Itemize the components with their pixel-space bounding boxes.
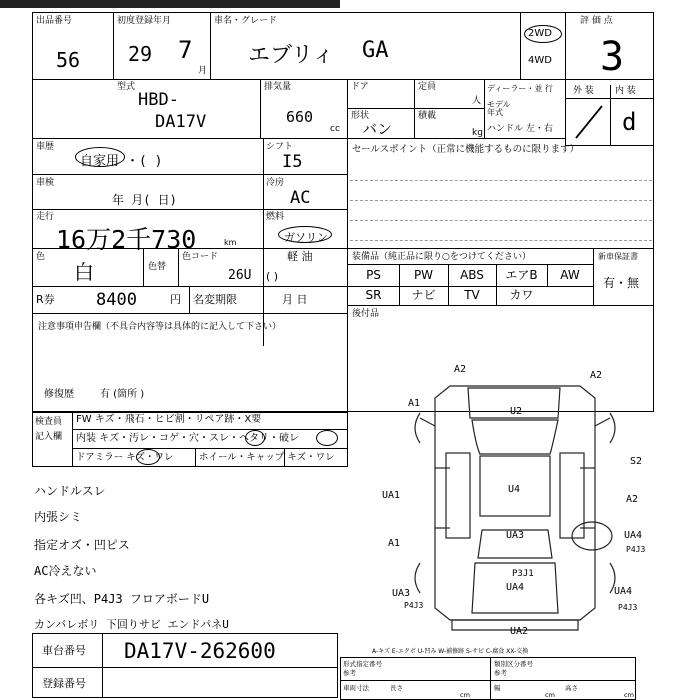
sales-label: セールスポイント（正常に機能するものに限ります） [352,144,580,155]
ac-label: 冷房 [266,178,285,188]
wheel-line: ホイール・キャップ キズ・ワレ [199,452,335,463]
damage-mark: A2 [590,370,603,381]
form-reg-label: 形式指定番号 [343,660,382,668]
color-code-value: 26U [228,268,252,283]
model-label: 車名・グレード [214,16,278,26]
mileage-unit: km [224,238,237,247]
shift-value: I5 [282,152,303,172]
repair-value: 有 (箇所 ) [100,389,145,400]
name-change-label: 名変期限 [193,293,237,306]
damage-mark: UA1 [382,490,401,501]
equip-cell: ABS [460,268,484,282]
damage-mark: UA3 [392,588,411,599]
door-mirror-mark [136,449,160,465]
damage-mark: A1 [388,538,401,549]
color-code-label: 色コード [182,252,219,262]
car-damage-diagram [380,358,670,648]
note-line: ハンドルスレ [34,484,106,498]
mileage-label: 走行 [36,212,55,222]
handle-label: ハンドル 左・右 [487,124,553,134]
light-oil-paren: ( ) [266,270,279,283]
door-label: ドア [351,82,369,92]
recycle-value: 8400 [96,290,137,310]
equip-cell: エアB [505,268,538,282]
equip-cell: TV [464,288,480,302]
damage-mark: UA4 [624,530,643,541]
grade-name: GA [362,38,389,63]
lot-number: 56 [56,48,81,72]
damage-code-legend: A-キズ E-エクボ U-凹み W-補修跡 S-サビ C-腐食 XX-交換 [372,648,529,655]
equip-cell: PW [413,268,434,282]
recycle-label: R券 [36,293,55,306]
cm-unit: cm [624,691,634,699]
damage-mark: UA2 [510,626,529,637]
grade-value: 3 [600,34,625,80]
ext-label: 外 装 [573,86,594,96]
damage-mark: U2 [510,406,523,417]
color-value: 白 [74,260,94,284]
type-line2: DA17V [155,112,207,132]
inspector-label-bottom: 記入欄 [35,432,63,442]
month-unit: 月 [198,66,208,76]
drive-4wd: 4WD [528,55,552,66]
damage-mark: S2 [630,456,643,467]
grade-label: 評 価 点 [580,16,613,26]
damage-mark: P4J3 [618,603,638,612]
equip-cell: PS [366,268,381,282]
new-warranty-label: 新車保証書 [598,252,638,261]
load-unit: kg [472,128,483,138]
form-ref: 参考 [343,669,356,677]
type-line1: HBD- [138,90,179,110]
ext-slash-mark [570,100,610,142]
note-line: 内張シミ [34,510,83,524]
chassis-label: 車台番号 [42,644,86,657]
equip-cell: カワ [509,288,534,302]
chassis-value: DA17V-262600 [124,639,276,663]
damage-mark: UA3 [506,530,525,541]
fuel-label: 燃料 [266,212,285,222]
equip-label: 装備品（純正品に限り○をつけてください） [352,252,531,262]
new-warranty-value: 有・無 [603,276,640,290]
caution-label: 注意事項申告欄（不具合内容等は具体的に記入して下さい） [38,322,282,332]
length-label: 車両寸法 [343,684,369,692]
interior-mark [316,430,338,446]
interior-mark [245,430,265,446]
disp-unit: cc [330,124,340,134]
history-paren: ・( ) [126,154,163,169]
equip-cell: AW [560,268,580,282]
cm-unit: cm [545,691,555,699]
repair-label: 修復歴 [44,389,74,400]
light-oil-label: 軽 油 [287,250,313,263]
fw-line: FW キズ・飛石・ヒビ割・リペア跡・X要 [76,414,262,425]
height-label: 高さ [565,684,578,692]
classification-label: 類別区分番号 [494,660,533,668]
fuel-value: ガソリン [284,231,328,244]
note-line: カンバレボリ 下回りサビ エンドパネU [34,618,229,631]
title-strip [0,0,340,8]
capacity-unit: 人 [472,96,482,106]
type-label: 型式 [117,82,136,92]
classification-ref: 参考 [494,669,507,677]
drive-2wd: 2WD [528,28,552,39]
capacity-label: 定員 [418,82,437,92]
model-year-label: モデル年式 [487,100,511,117]
mileage-value: 16万2千730 [56,225,197,254]
door-mirror-line: ドアミラー キズ・ワレ [76,452,174,463]
damage-mark: UA4 [614,586,633,597]
width-label: 幅 [494,684,501,692]
length-label: 長さ [390,684,403,692]
inspection-value: 年 月( 日) [112,193,177,207]
history-label: 車歴 [36,142,55,152]
int-value: d [622,108,637,136]
damage-mark: P4J3 [626,545,646,554]
cm-unit: cm [460,691,470,699]
note-line: 各キズ凹、P4J3 フロアボードU [34,592,210,606]
history-value: 自家用 [80,154,120,169]
note-line: 指定オズ・凹ピス [34,538,130,552]
shape-value: バン [362,120,393,138]
damage-mark: UA4 [506,582,525,593]
load-label: 積載 [418,111,437,121]
dimension-box [340,657,636,700]
damage-mark: A2 [454,364,467,375]
name-change-value: 月 日 [282,293,308,306]
dealer-label: ディーラー・並 行 [487,84,553,93]
disp-label: 排気量 [264,82,292,92]
int-label: 内 装 [615,86,636,96]
interior-line: 内装 キズ・汚レ・コゲ・穴・スレ・ヘタリ・破レ [76,433,299,444]
reg-month: 7 [178,36,193,64]
damage-mark: A1 [408,398,421,409]
equip-cell: ナビ [411,288,436,302]
ac-value: AC [290,188,311,208]
color-label: 色 [36,252,46,262]
inspection-label: 車検 [36,178,55,188]
note-line: AC冷えない [34,564,97,578]
equip-cell: SR [365,288,382,302]
damage-mark: P4J3 [404,601,424,610]
sheet-frame [32,12,654,412]
model-name: エブリィ [248,43,335,68]
inspector-label-top: 検査員 [35,417,63,427]
reg-number-label: 登録番号 [42,677,86,690]
disp-value: 660 [286,108,314,126]
shift-label: シフト [266,142,294,152]
damage-mark: P3J1 [512,569,534,579]
shape-label: 形状 [351,111,370,121]
lot-label: 出品番号 [36,16,73,26]
damage-mark: U4 [508,484,521,495]
reg-year: 29 [128,42,153,66]
reg-label: 初度登録年月 [117,16,172,26]
color-change-label: 色替 [148,262,167,272]
recycle-unit: 円 [170,293,181,306]
after-label: 後付品 [352,309,380,319]
damage-mark: A2 [626,494,639,505]
